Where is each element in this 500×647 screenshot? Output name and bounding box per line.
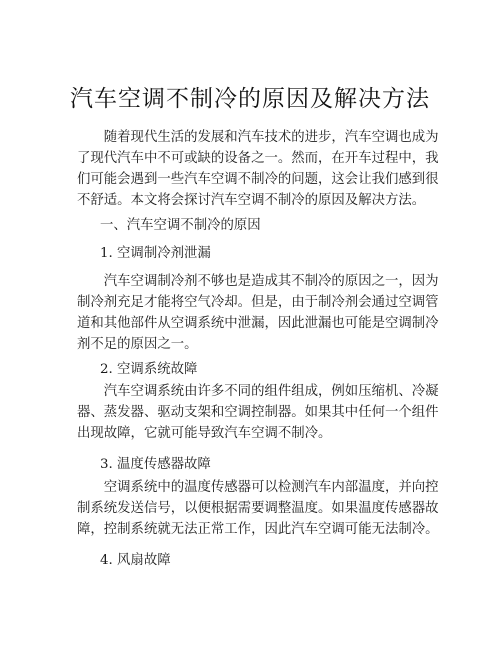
- text-line: 剂不足的原因之一。: [77, 337, 198, 352]
- item-paragraph: [77, 477, 439, 540]
- section-heading: 一、汽车空调不制冷的原因: [100, 218, 261, 233]
- text-line: 随着现代生活的发展和汽车技术的进步，汽车空调也成为: [77, 130, 439, 145]
- item-heading: 4. 风扇故障: [100, 553, 171, 568]
- text-line: 出现故障，它就可能导致汽车空调不制冷。: [77, 426, 332, 441]
- text-line: 道和其他部件从空调系统中泄漏，因此泄漏也可能是空调制冷: [77, 316, 439, 331]
- text-line: 了现代汽车中不可或缺的设备之一。然而，在开车过程中，我: [77, 151, 439, 166]
- text-line: 障，控制系统就无法正常工作，因此汽车空调可能无法制冷。: [77, 522, 439, 537]
- text-line: 制冷剂充足才能将空气冷却。但是，由于制冷剂会通过空调管: [77, 295, 439, 310]
- text-line: 不舒适。本文将会探讨汽车空调不制冷的原因及解决方法。: [77, 193, 426, 208]
- item-paragraph: [77, 381, 439, 444]
- item-paragraph: [77, 271, 439, 355]
- intro-paragraph: [77, 127, 439, 211]
- text-line: 汽车空调制冷剂不够也是造成其不制冷的原因之一，因为: [77, 274, 439, 289]
- item-heading: 2. 空调系统故障: [100, 362, 198, 377]
- item-heading: 1. 空调制冷剂泄漏: [100, 246, 211, 261]
- item-heading: 3. 温度传感器故障: [100, 457, 211, 472]
- text-line: 器、蒸发器、驱动支架和空调控制器。如果其中任何一个组件: [77, 405, 439, 420]
- document-title: 汽车空调不制冷的原因及解决方法: [70, 86, 430, 112]
- text-line: 汽车空调系统由许多不同的组件组成，例如压缩机、冷凝: [77, 384, 439, 399]
- text-line: 空调系统中的温度传感器可以检测汽车内部温度，并向控: [77, 480, 439, 495]
- text-line: 们可能会遇到一些汽车空调不制冷的问题，这会让我们感到很: [77, 172, 439, 187]
- text-line: 制系统发送信号，以便根据需要调整温度。如果温度传感器故: [77, 501, 439, 516]
